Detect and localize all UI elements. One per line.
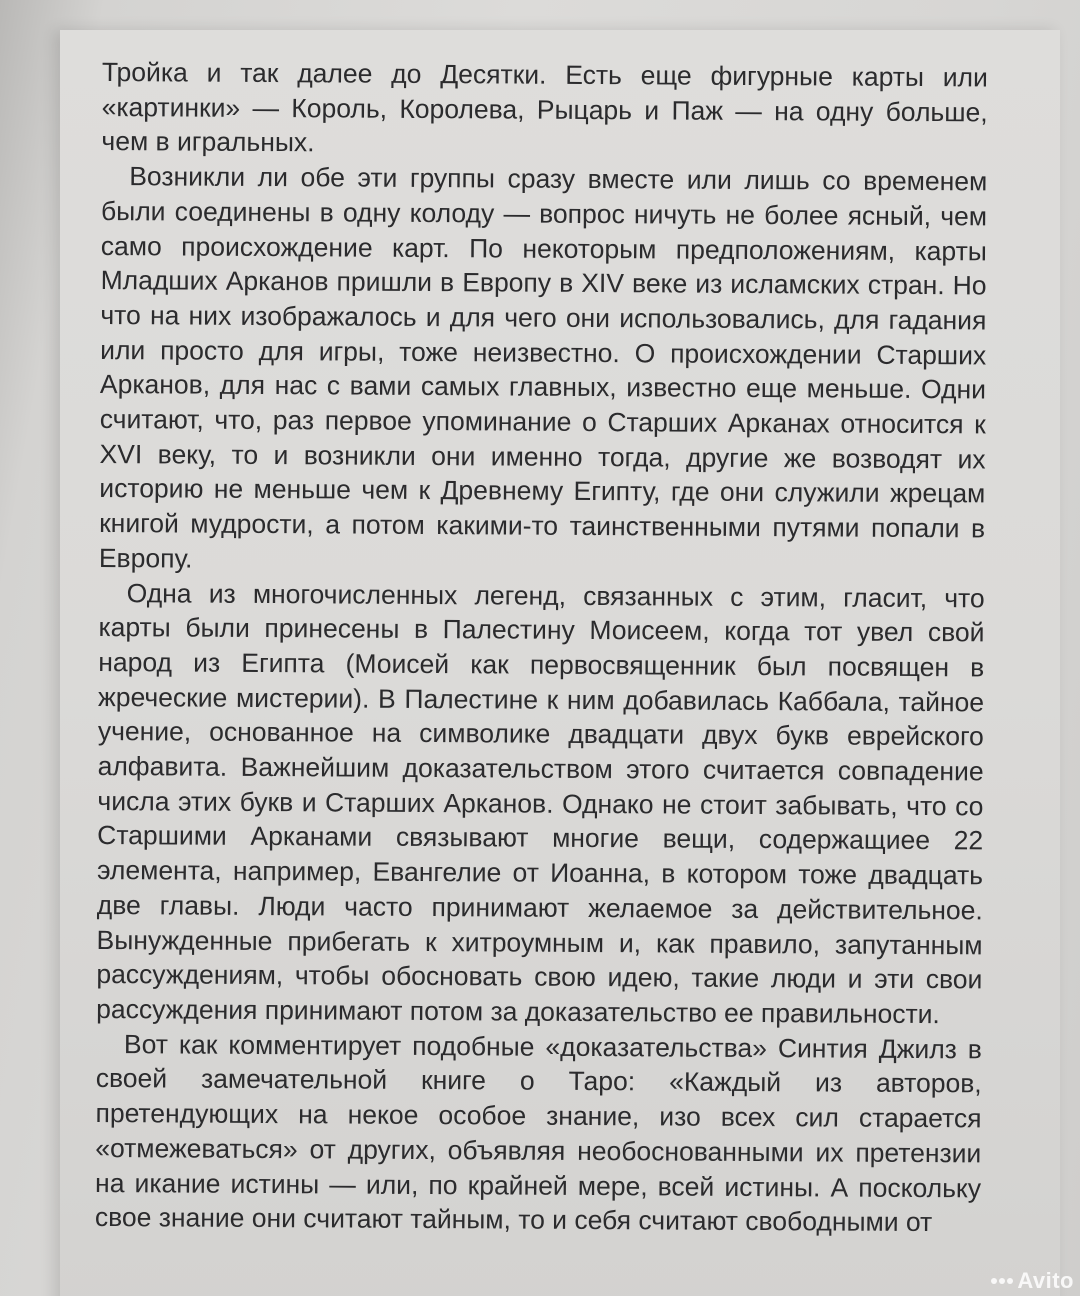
avito-logo-icon bbox=[991, 1278, 1013, 1284]
paragraph-1: Тройка и так далее до Десятки. Есть еще фигурные карты или «картинки» — Король, Королева, Рыцарь и Паж — на одну больше, чем в игральных. bbox=[101, 56, 988, 158]
watermark-label: Avito bbox=[1017, 1268, 1074, 1293]
paragraph-3: Одна из многочисленных легенд, связанных с этим, гласит, что карты были принесены в Палестину Моисеем, когда тот увел свой народ из Египта (Моисей как первосвященник был посвящен в жреческие мистерии). В Палестине к ним добавилась Каббала, тайное учение, основанное на символике двадцати двух букв еврейского алфавита. Важнейшим доказательством этого считается совпадение числа этих букв и Старших Арканов. Однако не стоит забывать, что со Старшими Арканами связывают многие вещи, содержащиее 22 элемента, например, Евангелие от Иоанна, в котором тоже двадцать две главы. Люди часто принимают желаемое за действительное. Вынужденные прибегать к хитроумным и, как правило, запутанным рассуждениям, чтобы обосновать свою идею, такие люди и эти свои рассуждения принимают потом за доказательство ее правильности. bbox=[96, 577, 985, 1030]
avito-watermark bbox=[991, 1268, 1074, 1294]
paragraph-2: Возникли ли обе эти группы сразу вместе или лишь со временем были соединены в одну колоду — вопрос ничуть не более ясный, чем само происхождение карт. По некоторым предположениям, карты Младших Арканов пришли в Европу в XIV веке из исламских стран. Но что на них изображалось и для чего они использовались, для гадания или просто для игры, тоже неизвестно. О происхождении Старших Арканов, для нас с вами самых главных, известно еще меньше. Одни считают, что, раз первое упоминание о Старших Арканах относится к XVI веку, то и возникли они именно тогда, другие же возводят их историю не меньше чем к Древнему Египту, где они служили жрецам книгой мудрости, а потом какими-то таинственными путями попали в Европу. bbox=[98, 161, 988, 574]
paragraph-4: Вот как комментирует подобные «доказательства» Синтия Джилз в своей замечательной книге о Таро: «Каждый из авторов, претендующих на некое особое знание, изо всех сил старается «отмежеваться» от других, объявляя необоснованными их претензии на икание истины — или, по крайней мере, всей истины. А поскольку свое знание они считают тайным, то и себя считают свободными от bbox=[94, 1028, 983, 1238]
page-text bbox=[95, 55, 988, 1240]
